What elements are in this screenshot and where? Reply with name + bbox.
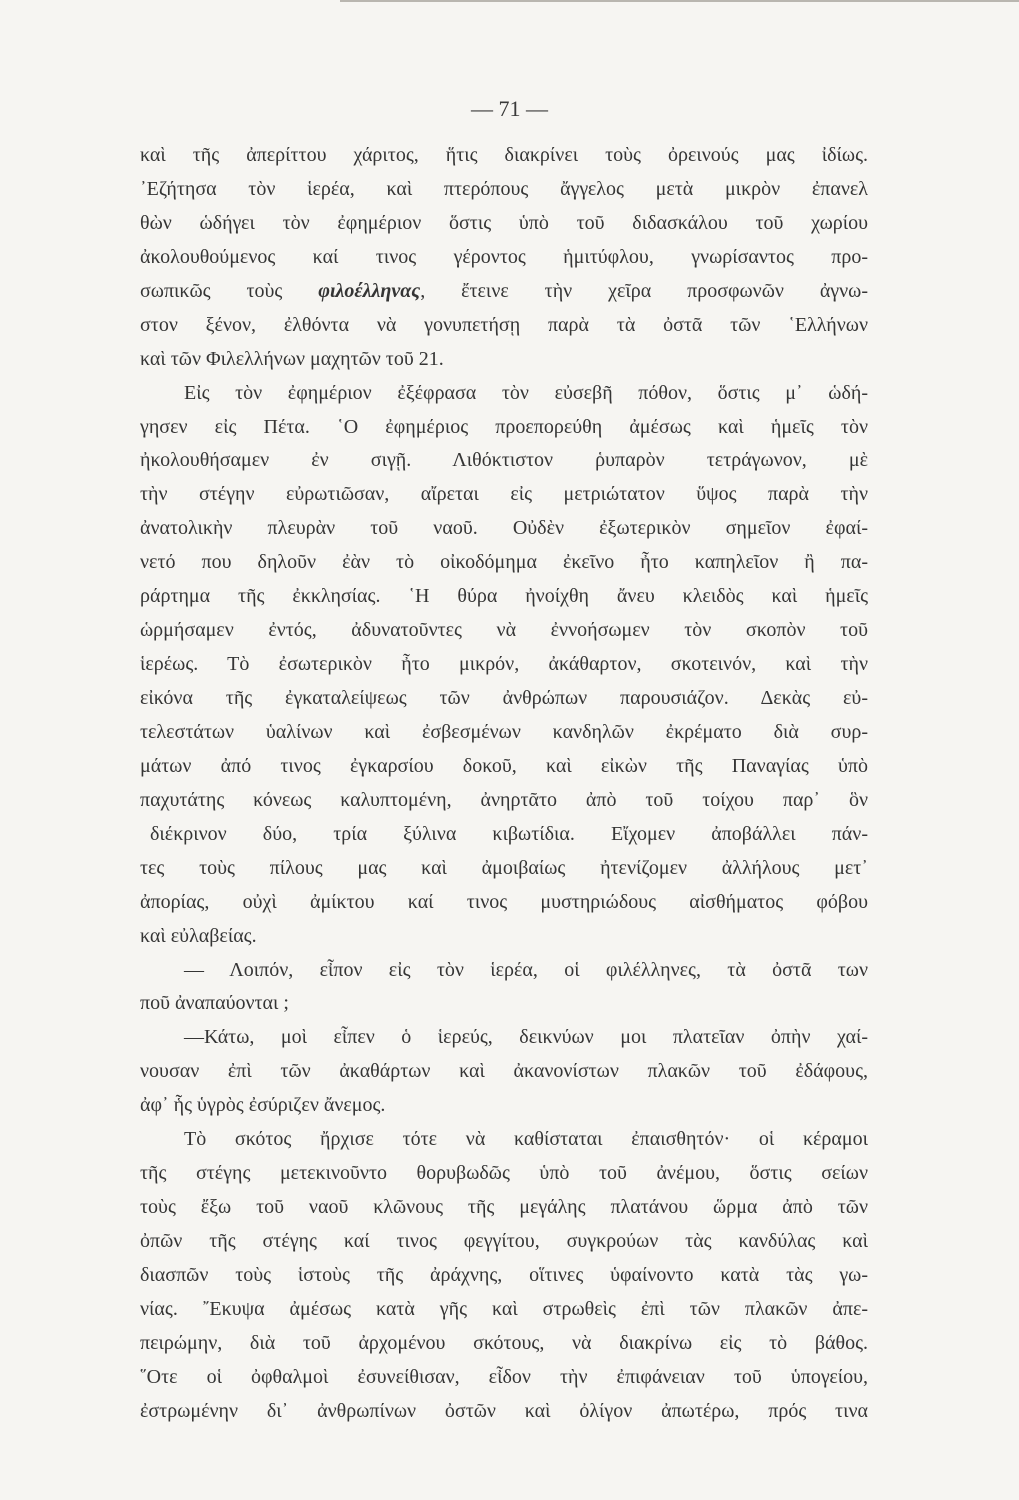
text-line: διασπῶν τοὺς ἱστοὺς τῆς ἀράχνης, οἵτινες ὑφαίνοντο κατὰ τὰς γω- (140, 1263, 868, 1286)
text-line: τῆς στέγης μετεκινοῦντο θορυβωδῶς ὑπὸ τοῦ ἀνέμου, ὅστις σείων (140, 1162, 868, 1185)
text-line: μάτων ἀπό τινος ἐγκαρσίου δοκοῦ, καὶ εἰκὼν τῆς Παναγίας ὑπὸ (140, 754, 868, 777)
text-line: ἀκολουθούμενος καί τινος γέροντος ἡμιτύφλου, γνωρίσαντος προ- (140, 245, 868, 268)
text-line: νουσαν ἐπὶ τῶν ἀκαθάρτων καὶ ἀκανονίστων πλακῶν τοῦ ἐδάφους, (140, 1060, 868, 1083)
text-line: — Λοιπόν, εἶπον εἰς τὸν ἱερέα, οἱ φιλέλληνες, τὰ ὀστᾶ των (184, 958, 868, 981)
text-line: ἱερέως. Τὸ ἐσωτερικὸν ἦτο μικρόν, ἀκάθαρτον, σκοτεινόν, καὶ τὴν (140, 653, 868, 676)
text-segment: σωπικῶς τοὺς (140, 279, 283, 302)
text-line: ῞Οτε οἱ ὀφθαλμοὶ ἐσυνείθισαν, εἶδον τὴν ἐπιφάνειαν τοῦ ὑπογείου, (140, 1365, 868, 1388)
text-line: ἀνατολικὴν πλευρὰν τοῦ ναοῦ. Οὐδὲν ἐξωτερικὸν σημεῖον ἐφαί- (140, 517, 868, 540)
text-line: γησεν εἰς Πέτα. ῾Ο ἐφημέριος προεπορεύθη ἀμέσως καὶ ἡμεῖς τὸν (140, 415, 868, 438)
text-line: διέκρινον δύο, τρία ξύλινα κιβωτίδια. Εἴχομεν ἀποβάλλει πάν- (150, 822, 868, 845)
text-line (140, 275, 868, 309)
text-line: ἀφ᾿ ἧς ὑγρὸς ἐσύριζεν ἄνεμος. (140, 1094, 386, 1117)
text-segment: , ἔτεινε τὴν χεῖρα προσφωνῶν ἀγνω- (420, 279, 868, 302)
text-line: Τὸ σκότος ἤρχισε τότε νὰ καθίσταται ἐπαισθητόν· οἱ κέραμοι (184, 1128, 868, 1151)
text-line: τοὺς ἔξω τοῦ ναοῦ κλῶνους τῆς μεγάλης πλατάνου ὥρμα ἀπὸ τῶν (140, 1196, 868, 1219)
text-line: —Κάτω, μοὶ εἶπεν ὁ ἱερεύς, δεικνύων μοι πλατεῖαν ὀπὴν χαί- (184, 1026, 868, 1049)
text-line: εἰκόνα τῆς ἐγκαταλείψεως τῶν ἀνθρώπων παρουσιάζον. Δεκὰς εὐ- (140, 687, 868, 709)
text-line: ἀπορίας, οὐχὶ ἀμίκτου καί τινος μυστηριώδους αἰσθήματος φόβου (140, 890, 868, 913)
emphasized-word: φιλοέλληνας (318, 279, 421, 302)
text-line: καὶ εὐλαβείας. (140, 924, 257, 947)
text-line: Εἰς τὸν ἐφημέριον ἐξέφρασα τὸν εὐσεβῆ πόθον, ὅστις μ᾿ ὡδή- (184, 381, 868, 404)
text-line: πειρώμην, διὰ τοῦ ἀρχομένου σκότους, νὰ διακρίνω εἰς τὸ βάθος. (140, 1331, 868, 1354)
page-number: — 71 — (471, 96, 548, 121)
text-line: τελεστάτων ὑαλίνων καὶ ἐσβεσμένων κανδηλῶν ἐκρέματο διὰ συρ- (140, 720, 868, 743)
text-line: ὡρμήσαμεν ἐντός, ἀδυνατοῦντες νὰ ἐννοήσωμεν τὸν σκοπὸν τοῦ (140, 619, 868, 642)
text-line: τες τοὺς πίλους μας καὶ ἀμοιβαίως ἠτενίζομεν ἀλλήλους μετ᾿ (140, 856, 868, 879)
text-line: παχυτάτης κόνεως καλυπτομένη, ἀνηρτᾶτο ἀπὸ τοῦ τοίχου παρ᾿ ὃν (140, 788, 868, 811)
text-line: ἠκολουθήσαμεν ἐν σιγῇ. Λιθόκτιστον ῥυπαρὸν τετράγωνον, μὲ (140, 449, 868, 472)
text-line: ράρτημα τῆς ἐκκλησίας. ῾Η θύρα ἠνοίχθη ἄνευ κλειδὸς καὶ ἡμεῖς (140, 585, 868, 608)
text-line: νίας. ῎Εκυψα ἀμέσως κατὰ γῆς καὶ στρωθεὶς ἐπὶ τῶν πλακῶν ἀπε- (140, 1297, 868, 1320)
text-line: ἐστρωμένην δι᾿ ἀνθρωπίνων ὀστῶν καὶ ὀλίγον ἀπωτέρω, πρός τινα (140, 1399, 868, 1422)
text-line: νετό που δηλοῦν ἐὰν τὸ οἰκοδόμημα ἐκεῖνο ἦτο καπηλεῖον ἢ πα- (140, 551, 868, 574)
text-line: ποῦ ἀναπαύονται ; (140, 992, 289, 1015)
scan-edge (340, 0, 1019, 2)
text-line: τὴν στέγην εὐρωτιῶσαν, αἴρεται εἰς μετριώτατον ὕψος παρὰ τὴν (140, 483, 868, 506)
text-line: θὼν ὡδήγει τὸν ἐφημέριον ὅστις ὑπὸ τοῦ διδασκάλου τοῦ χωρίου (140, 211, 868, 234)
text-line: καὶ τῆς ἀπερίττου χάριτος, ἥτις διακρίνει τοὺς ὀρεινούς μας ἰδίως. (140, 144, 868, 166)
text-line: ὀπῶν τῆς στέγης καί τινος φεγγίτου, συγκρούων τὰς κανδύλας καὶ (140, 1230, 868, 1252)
body-text (140, 139, 868, 1429)
text-line: στον ξένον, ἐλθόντα νὰ γονυπετήσῃ παρὰ τὰ ὀστᾶ τῶν ῾Ελλήνων (140, 313, 868, 336)
text-line: καὶ τῶν Φιλελλήνων μαχητῶν τοῦ 21. (140, 347, 444, 370)
text-line: ᾿Εζήτησα τὸν ἱερέα, καὶ πτερόπους ἄγγελος μετὰ μικρὸν ἐπανελ (140, 177, 868, 200)
